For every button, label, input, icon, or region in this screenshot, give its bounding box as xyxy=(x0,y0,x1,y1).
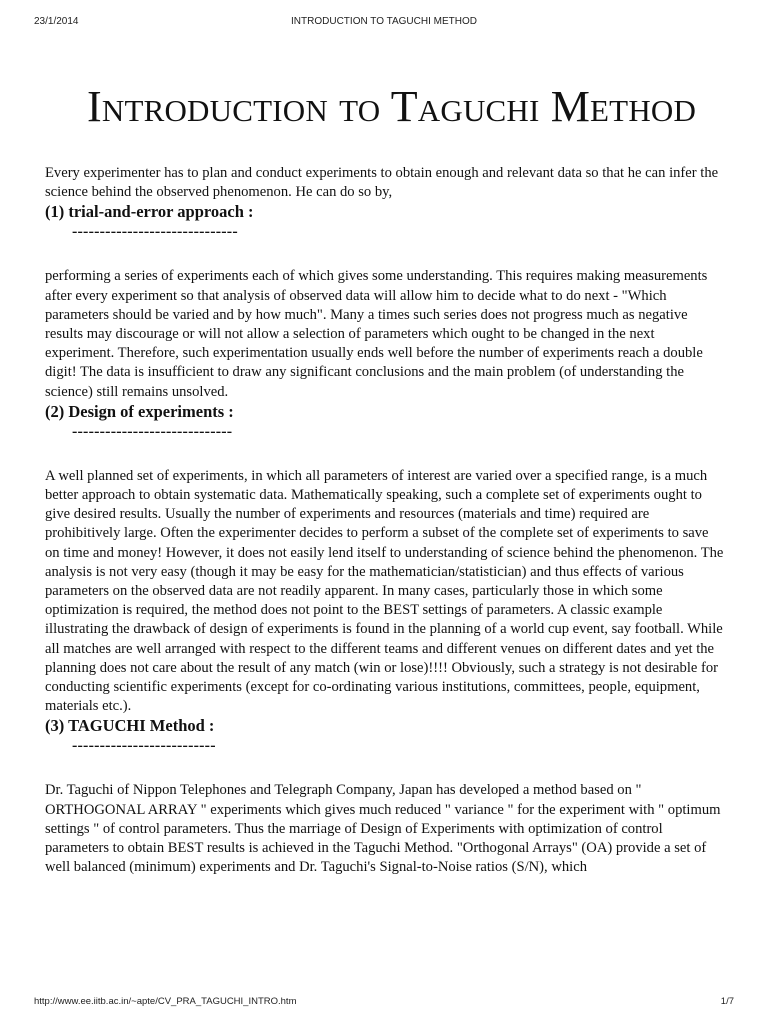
section-paragraph-trial-and-error: performing a series of experiments each of which gives some understanding. This requires making measurements after every experiment so that analysis of observed data will allow him to decide what to do next - "Which parameters should be varied and by how much". Many a times such series does not progress much as negative results may discourage or will not allow a selection of parameters which ought to be changed in the next experiment. Therefore, such experimentation usually ends well before the number of experiments reach a double digit! The data is insufficient to draw any significant conclusions and the main problem (of understanding the science) still remains unsolved. xyxy=(45,268,708,400)
print-header xyxy=(34,16,734,30)
section-paragraph-taguchi-method: Dr. Taguchi of Nippon Telephones and Telegraph Company, Japan has developed a method based on " ORTHOGONAL ARRAY " experiments which gives much reduced " variance " for the experiment with " optimum settings " of control parameters. Thus the marriage of Design of Experiments with optimization of control parameters to obtain BEST results is achieved in the Taguchi Method. "Orthogonal Arrays" (OA) provide a set of well balanced (minimum) experiments and Dr. Taguchi's Signal-to-Noise ratios (S/N), which xyxy=(45,782,721,876)
section-paragraph-design-of-experiments: A well planned set of experiments, in which all parameters of interest are varied over a specified range, is a much better approach to obtain systematic data. Mathematically speaking, such a complete set of experiments ought to give desired results. Usually the number of experiments and resources (materials and time) required are prohibitively large. Often the experimenter decides to perform a subset of the complete set of experiments to save on time and money! However, it does not easily lend itself to understanding of science behind the phenomenon. The analysis is not very easy (though it may be easy for the mathematician/statistician) and thus effects of various parameters on the observed data are not readily apparent. In many cases, particularly those in which some optimization is required, the method does not point to the BEST settings of parameters. A classic example illustrating the drawback of design of experiments is found in the planning of a world cup event, say football. While all matches are well arranged with respect to the different teams and different venues on different dates and yet the planning does not care about the result of any match (win or lose)!!!! Obviously, such a strategy is not desirable for conducting scientific experiments (except for co-ordinating various institutions, committees, people, equipment, materials etc.). xyxy=(45,467,724,715)
print-page-title: INTRODUCTION TO TAGUCHI METHOD xyxy=(291,16,477,27)
print-date: 23/1/2014 xyxy=(34,16,79,27)
document-title: Introduction to Taguchi Method xyxy=(87,82,697,131)
section-heading-design-of-experiments: (2) Design of experiments : xyxy=(45,401,234,421)
source-url: http://www.ee.iitb.ac.in/~apte/CV_PRA_TAGUCHI_INTRO.htm xyxy=(34,996,297,1007)
section-underline: ----------------------------- xyxy=(72,422,233,440)
section-underline: -------------------------- xyxy=(72,737,216,755)
section-heading-trial-and-error: (1) trial-and-error approach : xyxy=(45,202,254,222)
page-number: 1/7 xyxy=(720,996,734,1007)
document-body xyxy=(45,78,725,877)
print-footer xyxy=(34,996,734,1010)
section-underline: ------------------------------ xyxy=(72,223,238,241)
section-heading-taguchi-method: (3) TAGUCHI Method : xyxy=(45,716,215,736)
intro-paragraph: Every experimenter has to plan and conduct experiments to obtain enough and relevant data so that he can infer the science behind the observed phenomenon. He can do so by, xyxy=(45,165,719,201)
